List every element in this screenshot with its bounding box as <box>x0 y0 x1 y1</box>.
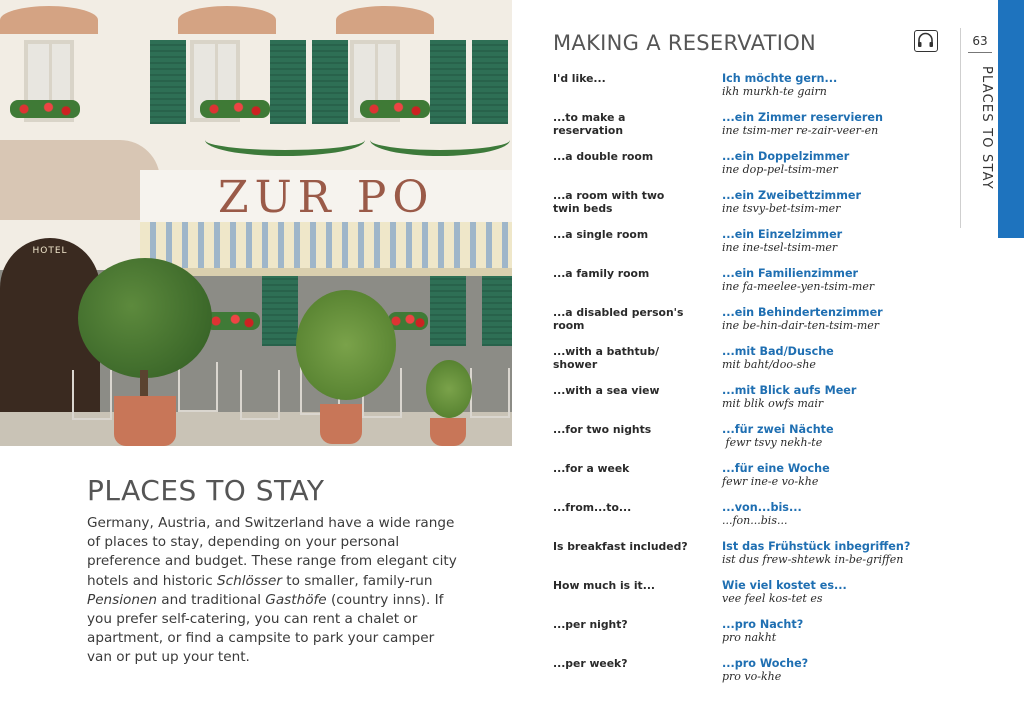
page-number: 63 <box>972 34 988 48</box>
page-number-rule <box>968 52 992 53</box>
german-phrase: ...pro Woche? <box>722 657 809 670</box>
shutter <box>430 276 466 346</box>
hotel-sign: ZUR PO <box>218 174 435 222</box>
cafe-chair <box>72 370 112 420</box>
shutter <box>262 276 298 346</box>
pronunciation: pro nakht <box>722 631 777 644</box>
margin-divider <box>960 28 961 228</box>
cafe-chair <box>470 368 510 418</box>
english-phrase: Is breakfast included? <box>553 540 688 553</box>
english-phrase: ...a double room <box>553 150 654 163</box>
section-title: MAKING A RESERVATION <box>553 31 817 55</box>
intro-text: Germany, Austria, and Switzerland have a wide range of places to stay, depending on your personal preference and budget. These range from elegant city hotels and historic <box>87 515 457 589</box>
intro-emphasis: Schlösser <box>216 572 282 589</box>
garland <box>370 124 510 156</box>
cafe-chair <box>240 370 280 420</box>
flower-pot <box>430 418 466 446</box>
english-phrase: ...with a bathtub/ shower <box>553 345 660 371</box>
english-phrase: ...a family room <box>553 267 650 280</box>
flower-box <box>200 100 270 118</box>
english-phrase: ...to make a reservation <box>553 111 626 137</box>
shutter <box>472 40 508 124</box>
german-phrase: ...ein Zweibettzimmer <box>722 189 861 202</box>
intro-text: to smaller, family-run <box>281 572 433 589</box>
english-phrase: ...a disabled person's room <box>553 306 684 332</box>
pronunciation: fewr tsvy nekh-te <box>722 436 823 449</box>
door-sign: HOTEL <box>32 246 68 256</box>
hotel-photo <box>0 0 512 446</box>
shutter <box>430 40 466 124</box>
german-phrase: ...für eine Woche <box>722 462 830 475</box>
english-phrase: ...with a sea view <box>553 384 660 397</box>
shutter <box>312 40 348 124</box>
german-phrase: ...von...bis... <box>722 501 802 514</box>
striped-awning <box>140 222 512 276</box>
pronunciation: ine fa-meelee-yen-tsim-mer <box>722 280 875 293</box>
pronunciation: pro vo-khe <box>722 670 782 683</box>
pronunciation: fewr ine-e vo-khe <box>722 475 819 488</box>
flower-box <box>205 312 260 330</box>
intro-paragraph <box>87 514 457 668</box>
facade-ornament <box>0 6 98 34</box>
english-phrase: ...a single room <box>553 228 649 241</box>
pronunciation: ine ine-tsel-tsim-mer <box>722 241 838 254</box>
pronunciation: mit baht/doo-she <box>722 358 816 371</box>
pronunciation: vee feel kos-tet es <box>722 592 823 605</box>
pronunciation: ikh murkh-te gairn <box>722 85 827 98</box>
pronunciation: ine dop-pel-tsim-mer <box>722 163 838 176</box>
intro-emphasis: Pensionen <box>87 591 157 608</box>
shutter <box>482 276 512 346</box>
flower-box <box>10 100 80 118</box>
english-phrase: ...a room with two twin beds <box>553 189 665 215</box>
english-phrase: ...per night? <box>553 618 628 631</box>
german-phrase: Wie viel kostet es... <box>722 579 847 592</box>
garland <box>205 124 365 156</box>
german-phrase: ...ein Doppelzimmer <box>722 150 850 163</box>
pronunciation: mit blik owfs mair <box>722 397 824 410</box>
pronunciation: ist dus frew-shtewk in-be-griffen <box>722 553 904 566</box>
german-phrase: ...für zwei Nächte <box>722 423 834 436</box>
shutter <box>270 40 306 124</box>
intro-text: and traditional <box>156 591 266 608</box>
chapter-title: PLACES TO STAY <box>87 474 325 507</box>
german-phrase: ...ein Einzelzimmer <box>722 228 843 241</box>
pronunciation: ...fon...bis... <box>722 514 788 527</box>
intro-text: (country inns). If you prefer self-catering, you can rent a chalet or apartment, or find a campsite to park your camper van or put up your tent. <box>87 591 444 666</box>
english-phrase: How much is it... <box>553 579 656 592</box>
english-phrase: ...per week? <box>553 657 628 670</box>
shutter <box>150 40 186 124</box>
pronunciation: ine be-hin-dair-ten-tsim-mer <box>722 319 880 332</box>
facade-ornament <box>178 6 276 34</box>
english-phrase: ...for a week <box>553 462 630 475</box>
english-phrase: I'd like... <box>553 72 606 85</box>
intro-emphasis: Gasthöfe <box>265 591 327 608</box>
german-phrase: ...ein Familienzimmer <box>722 267 859 280</box>
pronunciation: ine tsim-mer re-zair-veer-en <box>722 124 879 137</box>
german-phrase: ...ein Behindertenzimmer <box>722 306 883 319</box>
english-phrase: ...for two nights <box>553 423 652 436</box>
facade-ornament <box>336 6 434 34</box>
german-phrase: ...pro Nacht? <box>722 618 804 631</box>
cafe-chair <box>178 362 218 412</box>
flower-box <box>360 100 430 118</box>
oleander-plant <box>296 290 396 400</box>
german-phrase: ...ein Zimmer reservieren <box>722 111 883 124</box>
german-phrase: ...mit Bad/Dusche <box>722 345 834 358</box>
german-phrase: Ist das Frühstück inbegriffen? <box>722 540 911 553</box>
potted-tree <box>78 258 212 378</box>
flower-pot <box>114 396 176 446</box>
english-phrase: ...from...to... <box>553 501 632 514</box>
potted-plant <box>426 360 472 418</box>
flower-box <box>388 312 428 330</box>
wall-mural <box>0 140 160 220</box>
pronunciation: ine tsvy-bet-tsim-mer <box>722 202 841 215</box>
german-phrase: ...mit Blick aufs Meer <box>722 384 857 397</box>
german-phrase: Ich möchte gern... <box>722 72 838 85</box>
chapter-side-tab: PLACES TO STAY <box>979 66 994 190</box>
headphones-icon <box>914 30 938 52</box>
flower-pot <box>320 404 362 444</box>
chapter-color-tab <box>998 0 1024 238</box>
